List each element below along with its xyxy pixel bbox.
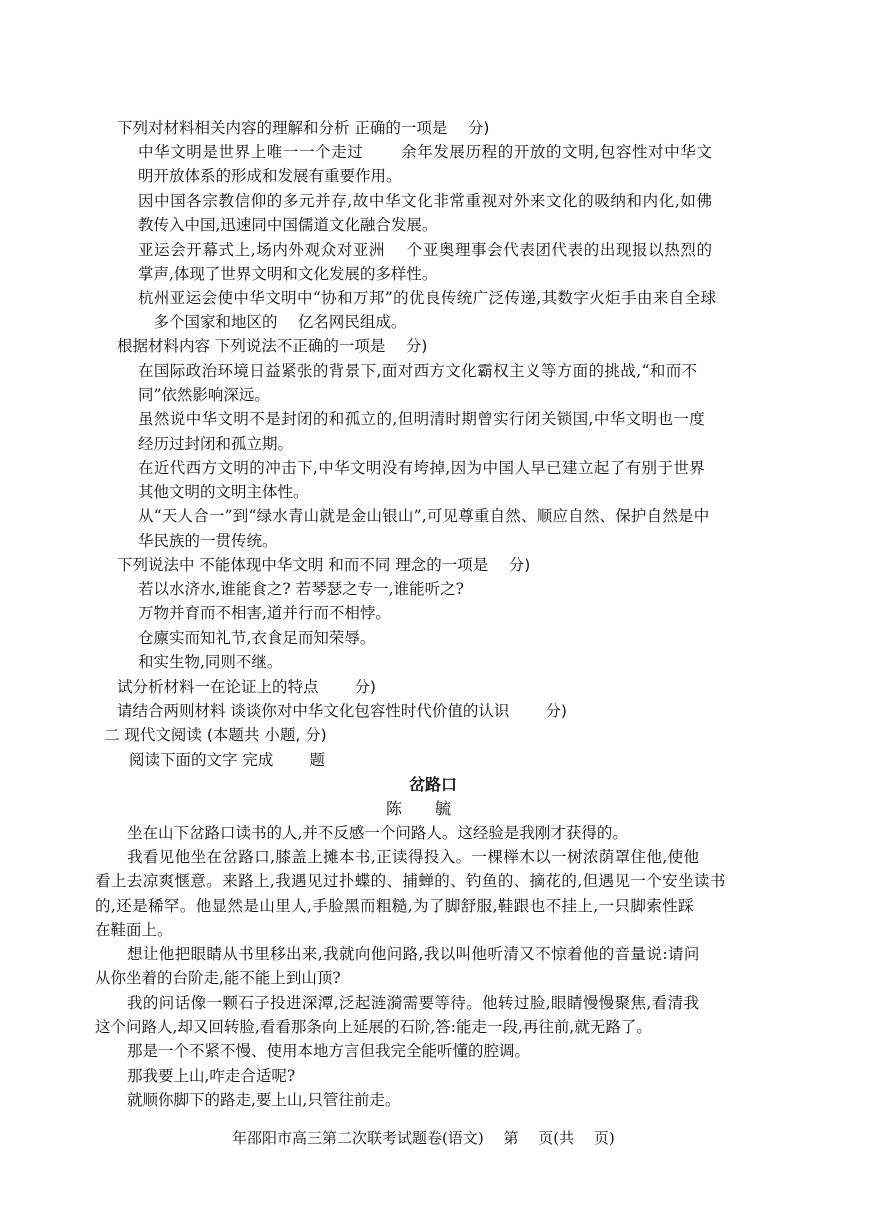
option-line-cont: 同”依然影响深远。 — [138, 386, 270, 404]
option-line: 杭州亚运会使中华文明中“协和万邦”的优良传统广泛传递,其数字火炬手由来自全球 — [138, 289, 717, 307]
option-line: 和实生物,同则不继。 — [138, 653, 283, 671]
option-line-cont: 多个国家和地区的 亿名网民组成。 — [138, 313, 407, 331]
paragraph-line: 从你坐着的台阶走,能不能上到山顶? — [95, 969, 341, 987]
paragraph-line: 就顺你脚下的路走,要上山,只管往前走。 — [127, 1091, 401, 1109]
paragraph-line: 那我要上山,咋走合适呢? — [127, 1067, 296, 1085]
paragraph-line: 在鞋面上。 — [95, 921, 173, 939]
option-line-cont: 教传入中国,迅速同中国儒道文化融合发展。 — [138, 216, 438, 234]
section-heading: 二 现代文阅读 (本题共 小题, 分) — [104, 726, 327, 744]
option-line: 若以水济水,谁能食之? 若琴瑟之专一,谁能听之? — [138, 580, 464, 598]
question-line: 根据材料内容 下列说法不正确的一项是 分) — [117, 337, 428, 355]
option-line: 中华文明是世界上唯一一个走过 余年发展历程的开放的文明,包容性对中华文 — [138, 143, 713, 161]
option-line: 万物并育而不相害,道并行而不相悖。 — [138, 604, 391, 622]
question-line: 下列对材料相关内容的理解和分析 正确的一项是 分) — [117, 119, 490, 137]
option-line: 亚运会开幕式上,场内外观众对亚洲 个亚奥理事会代表团代表的出现报以热烈的 — [138, 241, 713, 259]
option-line: 仓廪实而知礼节,衣食足而知荣辱。 — [138, 629, 376, 647]
option-line: 因中国各宗教信仰的多元并存,故中华文化非常重视对外来文化的吸纳和内化,如佛 — [138, 192, 713, 210]
paragraph-line: 这个问路人,却又回转脸,看看那条向上延展的石阶,答:能走一段,再往前,就无路了。 — [95, 1018, 652, 1036]
article-author: 陈 毓 — [386, 799, 466, 818]
paragraph-line: 看上去凉爽惬意。来路上,我遇见过扑蝶的、捕蝉的、钓鱼的、摘花的,但遇见一个安坐读书 — [95, 872, 726, 890]
article-title: 岔路口 — [409, 775, 458, 794]
paragraph-line: 我的问话像一颗石子投进深潭,泛起涟漪需要等待。他转过脸,眼睛慢慢聚焦,看清我 — [127, 994, 700, 1012]
paragraph-line: 的,还是稀罕。他显然是山里人,手脸黑而粗糙,为了脚舒服,鞋跟也不挂上,一只脚索性踩 — [95, 897, 695, 915]
instruction-line: 阅读下面的文字 完成 题 — [129, 751, 325, 769]
option-line: 虽然说中华文明不是封闭的和孤立的,但明清时期曾实行闭关锁国,中华文明也一度 — [138, 410, 706, 428]
question-line: 下列说法中 不能体现中华文明 和而不同 理念的一项是 分) — [117, 556, 531, 574]
paragraph-line: 想让他把眼睛从书里移出来,我就向他问路,我以叫他听清又不惊着他的音量说:请问 — [127, 945, 700, 963]
page-footer: 年邵阳市高三第二次联考试题卷(语文) 第 页(共 页) — [232, 1129, 615, 1147]
paragraph-line: 我看见他坐在岔路口,膝盖上摊本书,正读得投入。一棵榉木以一树浓荫罩住他,使他 — [127, 848, 700, 866]
option-line: 从“天人合一”到“绿水青山就是金山银山”,可见尊重自然、顺应自然、保护自然是中 — [138, 507, 710, 525]
question-line: 请结合两则材料 谈谈你对中华文化包容性时代价值的认识 分) — [117, 702, 567, 720]
paragraph-line: 坐在山下岔路口读书的人,并不反感一个问路人。这经验是我刚才获得的。 — [127, 824, 628, 842]
option-line-cont: 明开放体系的形成和发展有重要作用。 — [138, 167, 402, 185]
option-line: 在国际政治环境日益紧张的背景下,面对西方文化霸权主义等方面的挑战,“和而不 — [138, 362, 698, 380]
option-line-cont: 掌声,体现了世界文明和文化发展的多样性。 — [138, 265, 438, 283]
option-line: 在近代西方文明的冲击下,中华文明没有垮掉,因为中国人早已建立起了有别于世界 — [138, 459, 706, 477]
option-line-cont: 经历过封闭和孤立期。 — [138, 435, 294, 453]
question-line: 试分析材料一在论证上的特点 分) — [117, 678, 376, 696]
option-line-cont: 其他文明的文明主体性。 — [138, 483, 309, 501]
paragraph-line: 那是一个不紧不慢、使用本地方言但我完全能听懂的腔调。 — [127, 1042, 531, 1060]
option-line-cont: 华民族的一贯传统。 — [138, 532, 278, 550]
